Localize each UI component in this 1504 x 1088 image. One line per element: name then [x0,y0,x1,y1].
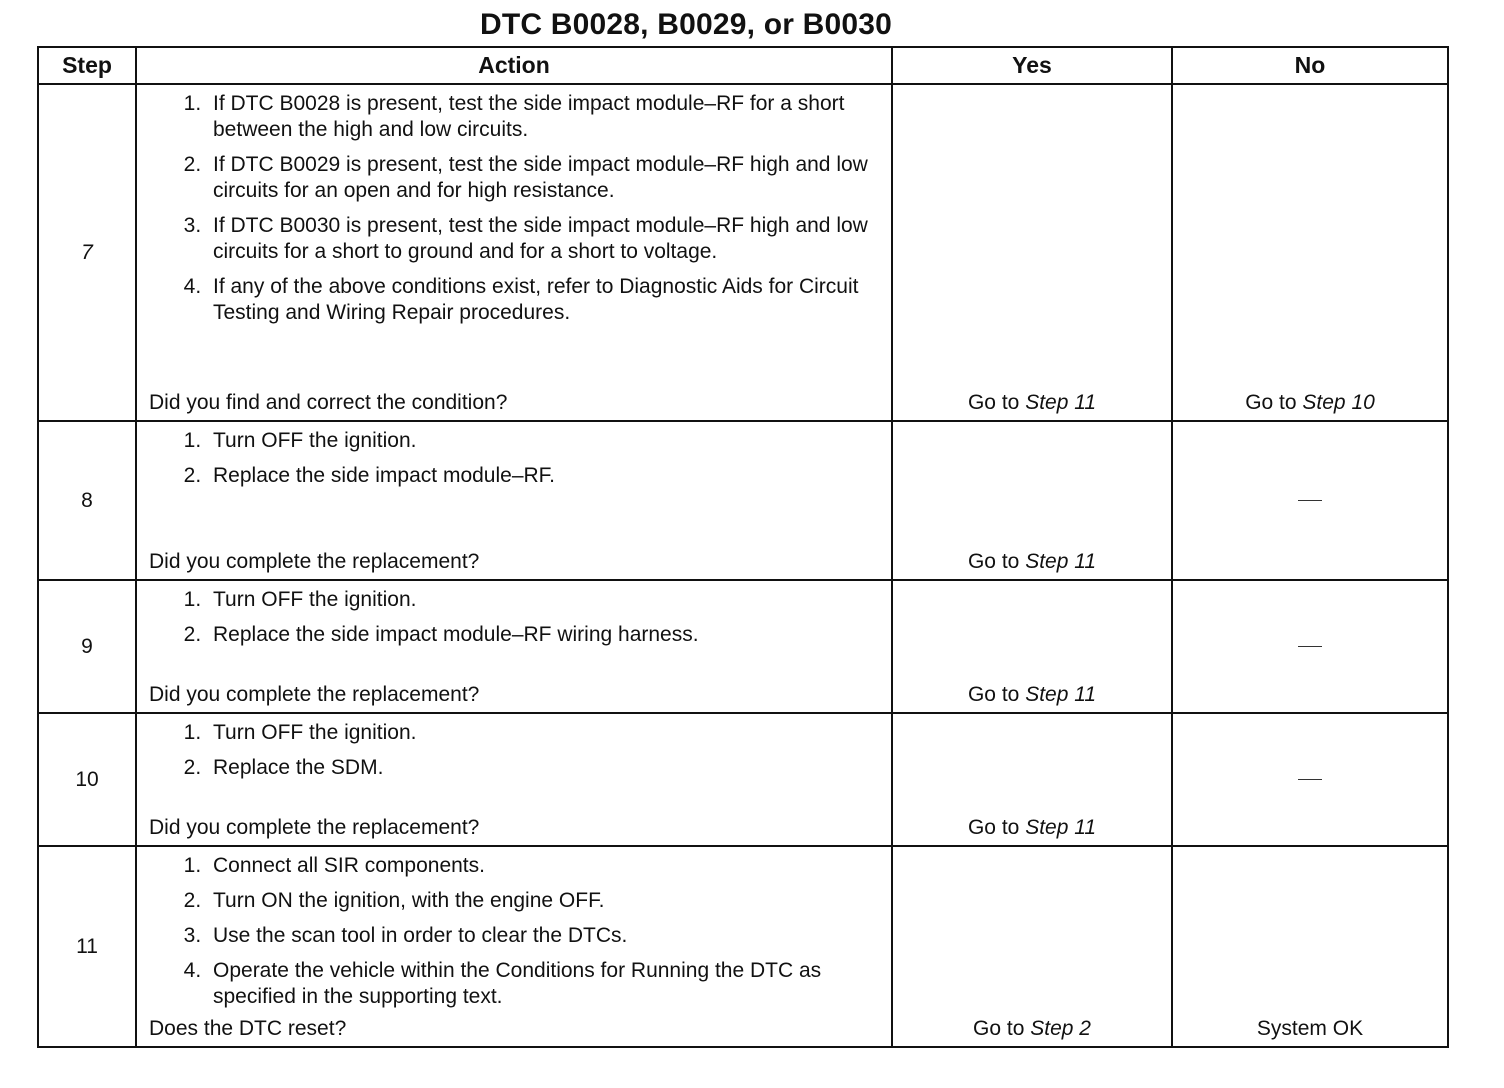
action-item: 1. Connect all SIR components. [207,853,881,879]
table-row [38,713,1448,846]
action-list [149,91,881,335]
action-item: 3. Use the scan tool in order to clear the DTCs. [207,923,881,949]
no-step-link[interactable]: Step 10 [1302,391,1375,414]
go-to-label: Go to [967,550,1020,573]
action-item: 2. Replace the SDM. [207,755,881,781]
no-cell [1172,846,1448,1047]
dtc-table [37,46,1449,1048]
action-item: 1. Turn OFF the ignition. [207,720,881,746]
yes-step-link[interactable]: Step 11 [1025,550,1097,573]
not-applicable-dash [1298,500,1322,501]
action-list [149,428,881,498]
action-list [149,720,881,790]
no-cell [1172,84,1448,421]
yes-step-link[interactable]: Step 2 [1030,1017,1091,1040]
table-row [38,846,1448,1047]
action-question: Did you find and correct the condition? [149,391,508,414]
yes-step-link[interactable]: Step 11 [1025,683,1097,706]
no-cell [1172,713,1448,846]
yes-cell [892,580,1172,713]
header-yes: Yes [892,47,1172,84]
action-question: Did you complete the replacement? [149,816,480,839]
action-item: 4. Operate the vehicle within the Conditions for Running the DTC as specified in the supporting text. [207,958,881,1010]
step-number: 9 [38,580,136,713]
header-no: No [1172,47,1448,84]
header-action: Action [136,47,892,84]
action-item: 1. Turn OFF the ignition. [207,428,881,454]
action-cell [136,580,892,713]
action-item: 1. If DTC B0028 is present, test the side impact module–RF for a short between the high and low circuits. [207,91,881,143]
not-applicable-dash [1298,779,1322,780]
table-row [38,84,1448,421]
go-to-label: Go to [967,683,1020,706]
action-cell [136,84,892,421]
header-row [38,47,1448,84]
action-item: 4. If any of the above conditions exist, refer to Diagnostic Aids for Circuit Testing and Wiring Repair procedures. [207,274,881,326]
action-item: 2. Turn ON the ignition, with the engine OFF. [207,888,881,914]
no-result-text: System OK [1256,1017,1364,1040]
table-row [38,580,1448,713]
go-to-label: Go to [1245,391,1297,414]
yes-step-link[interactable]: Step 11 [1025,816,1097,839]
table-row [38,421,1448,580]
action-question: Does the DTC reset? [149,1017,347,1040]
action-item: 3. If DTC B0030 is present, test the side impact module–RF high and low circuits for a short to ground and for a short to voltage. [207,213,881,265]
yes-cell [892,846,1172,1047]
action-item: 2. Replace the side impact module–RF. [207,463,881,489]
step-number: 7 [38,84,136,421]
yes-step-link[interactable]: Step 11 [1025,391,1097,414]
yes-cell [892,421,1172,580]
step-number: 11 [38,846,136,1047]
action-item: 2. Replace the side impact module–RF wiring harness. [207,622,881,648]
go-to-label: Go to [967,391,1020,414]
action-item: 2. If DTC B0029 is present, test the side impact module–RF high and low circuits for an open and for high resistance. [207,152,881,204]
action-list [149,853,881,1012]
not-applicable-dash [1298,646,1322,647]
yes-cell [892,713,1172,846]
action-cell [136,421,892,580]
action-list [149,587,881,657]
header-step: Step [38,47,136,84]
action-question: Did you complete the replacement? [149,683,480,706]
step-number: 10 [38,713,136,846]
page-title: DTC B0028, B0029, or B0030 [479,8,893,41]
no-cell [1172,421,1448,580]
no-cell [1172,580,1448,713]
go-to-label: Go to [967,816,1020,839]
yes-cell [892,84,1172,421]
action-cell [136,713,892,846]
action-item: 1. Turn OFF the ignition. [207,587,881,613]
action-cell [136,846,892,1047]
go-to-label: Go to [973,1017,1025,1040]
step-number: 8 [38,421,136,580]
action-question: Did you complete the replacement? [149,550,480,573]
